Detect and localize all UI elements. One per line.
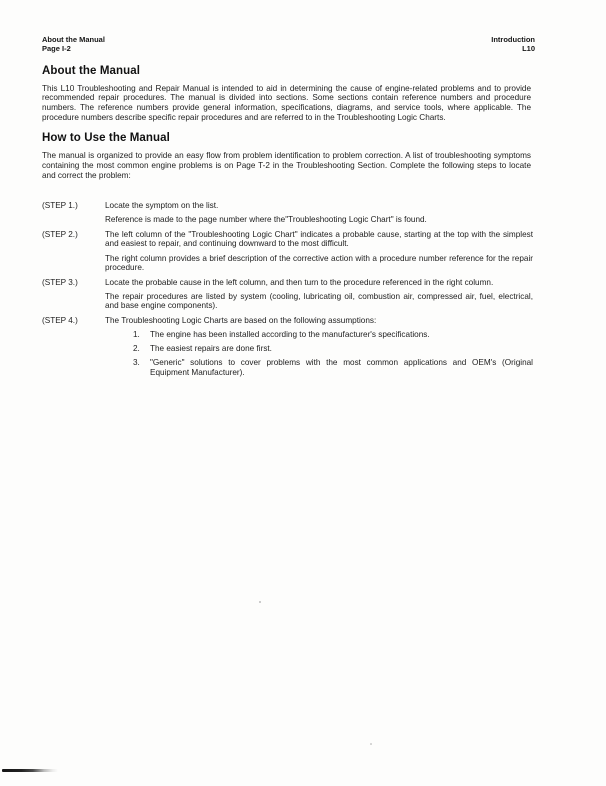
step-4-paragraph: The Troubleshooting Logic Charts are based on the following assumptions: [105,315,377,325]
header-section-title: Introduction [491,35,535,44]
step-2-row [42,230,535,278]
step-1-row [42,201,535,230]
step-1-paragraph: Reference is made to the page number where the"Troubleshooting Logic Chart" is found. [105,215,427,225]
list-item-number: 1. [133,329,140,339]
header-right [491,36,535,54]
step-3-paragraph: The repair procedures are listed by system (cooling, lubricating oil, combustion air, compressed air, fuel, electrical, and base engine components). [105,291,533,311]
step-1-paragraph: Locate the symptom on the list. [105,201,219,211]
section-heading-about: About the Manual [42,64,141,77]
scan-dust-speck [259,601,261,603]
about-paragraph: This L10 Troubleshooting and Repair Manual is intended to aid in determining the cause of engine-related problems and to provide recommended repair procedures. The manual is divided into sections. Some sections contain reference numbers and procedure numbers. The reference numbers provide general information, specifications, diagrams, and service tools, where applicable. The procedure numbers describe specific repair procedures and are referred to in the Troubleshooting Logic Charts. [42,83,531,122]
list-item [133,344,533,354]
scan-dust-speck [370,743,372,745]
section-heading-how-to-use: How to Use the Manual [42,132,170,145]
step-1-label: (STEP 1.) [42,201,78,211]
page-header [42,36,535,54]
step-2-label: (STEP 2.) [42,229,78,239]
step-2-body [105,230,533,278]
step-4-label: (STEP 4.) [42,315,78,325]
header-page-number: Page I-2 [42,43,71,53]
step-3-paragraph: Locate the probable cause in the left column, and then turn to the procedure referenced in the right column. [105,277,494,287]
step-2-paragraph: The right column provides a brief description of the corrective action with a procedure number reference for the repair procedure. [105,253,533,273]
header-left [42,36,105,54]
step-2-paragraph: The left column of the "Troubleshooting Logic Chart" indicates a probable cause, starting at the top with the simplest and easiest to repair, and continuing downward to the most difficult. [105,229,533,249]
page-content [42,36,535,382]
step-3-label: (STEP 3.) [42,277,78,287]
header-chapter-title: About the Manual [42,35,105,44]
scan-artifact-line [2,769,58,772]
list-item [133,358,533,377]
list-item-number: 2. [133,344,140,354]
step-3-row [42,278,535,316]
step-1-body [105,201,533,230]
list-item-number: 3. [133,358,140,368]
header-engine-model: L10 [522,43,535,53]
how-to-use-paragraph: The manual is organized to provide an easy flow from problem identification to problem correction. A list of troubleshooting symptoms containing the most common engine problems is on Page T-2 in the Troubleshooting Section. Complete the following steps to locate and correct the problem: [42,151,531,180]
assumptions-list [133,330,533,378]
list-item [133,330,533,340]
list-item-text: The easiest repairs are done first. [150,344,272,354]
list-item-text: The engine has been installed according to the manufacturer's specifications. [150,329,430,339]
list-item-text: "Generic" solutions to cover problems with the most common applications and OEM's (Original Equipment Manufacturer). [150,358,533,378]
steps-list [42,201,535,382]
step-3-body [105,278,533,316]
step-4-row [42,316,535,383]
step-4-body [105,316,533,383]
